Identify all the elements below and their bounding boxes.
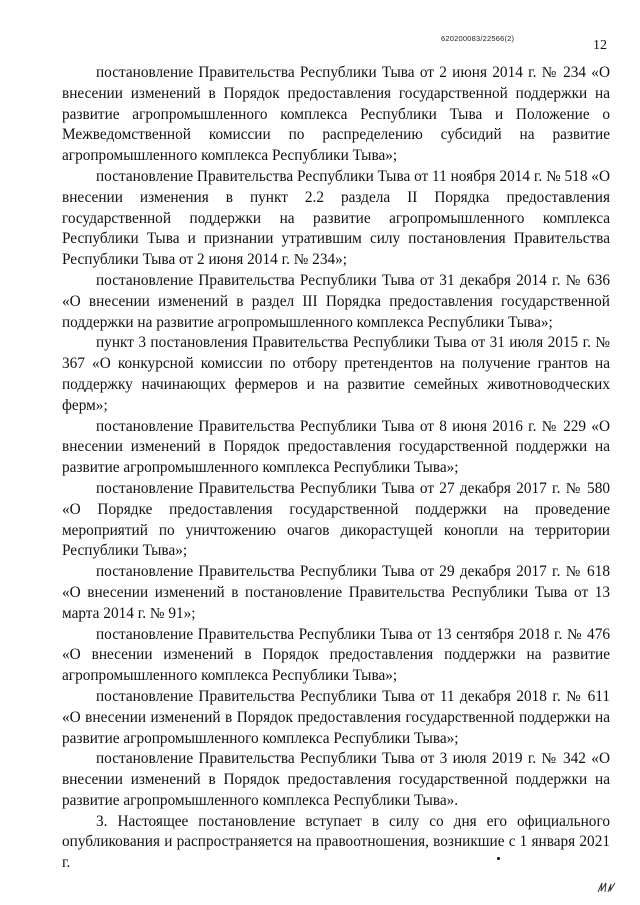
paragraph-resolution-636: постановление Правительства Республики Тыва от 31 декабря 2014 г. № 636 «О внесении изменений в раздел III Порядка предоставления государственной поддержки на развитие агропромышленного комплекса Республики Тыва»; [62, 271, 610, 331]
document-body [62, 63, 610, 874]
paragraph-resolution-367: пункт 3 постановления Правительства Республики Тыва от 31 июля 2015 г. № 367 «О конкурсной комиссии по отбору претендентов на получение грантов на поддержку начинающих фермеров и на развитие семейных животноводческих ферм»; [62, 334, 610, 414]
paragraph-resolution-618: постановление Правительства Республики Тыва от 29 декабря 2017 г. № 618 «О внесении изменений в постановление Правительства Республики Тыва от 13 марта 2014 г. № 91»; [62, 563, 610, 622]
paragraph-resolution-476: постановление Правительства Республики Тыва от 13 сентября 2018 г. № 476 «О внесении изменений в Порядок предоставления поддержки на развитие агропромышленного комплекса Республики Тыва»; [62, 625, 610, 685]
document-id: 620200083/22566(2) [441, 34, 515, 43]
paragraph-resolution-611: постановление Правительства Республики Тыва от 11 декабря 2018 г. № 611 «О внесении изменений в Порядок предоставления государственной поддержки на развитие агропромышленного комплекса Республики Тыва»; [62, 687, 610, 747]
stray-dot-mark [497, 857, 500, 860]
paragraph-resolution-518: постановление Правительства Республики Тыва от 11 ноября 2014 г. № 518 «О внесении изменения в пункт 2.2 раздела II Порядка предоставления государственной поддержки на развитие агропромышленного комплекса Республики Тыва и признании утратившим силу постановления Правительства Республики Тыва от 2 июня 2014 г. № 234»; [62, 167, 610, 269]
paragraph-effective-date: 3. Настоящее постановление вступает в силу со дня его официального опубликования и распространяется на правоотношения, возникшие с 1 января 2021 г. [62, 812, 610, 872]
paragraph-resolution-342: постановление Правительства Республики Тыва от 3 июля 2019 г. № 342 «О внесении изменений в Порядок предоставления государственной поддержки на развитие агропромышленного комплекса Республики Тыва». [62, 750, 610, 809]
page-number: 12 [593, 38, 607, 53]
handwritten-initials-icon [596, 880, 618, 899]
paragraph-resolution-580: постановление Правительства Республики Тыва от 27 декабря 2017 г. № 580 «О Порядке предоставления государственной поддержки на проведение мероприятий по уничтожению очагов дикорастущей конопли на территории Республики Тыва»; [62, 479, 610, 560]
paragraph-resolution-234: постановление Правительства Республики Тыва от 2 июня 2014 г. № 234 «О внесении изменений в Порядок предоставления государственной поддержки на развитие агропромышленного комплекса Республики Тыва и Положение о Межведомственной комиссии по распределению субсидий на развитие агропромышленного комплекса Республики Тыва»; [62, 64, 610, 165]
paragraph-resolution-229: постановление Правительства Республики Тыва от 8 июня 2016 г. № 229 «О внесении изменений в Порядок предоставления государственной поддержки на развитие агропромышленного комплекса Республики Тыва»; [62, 417, 610, 477]
